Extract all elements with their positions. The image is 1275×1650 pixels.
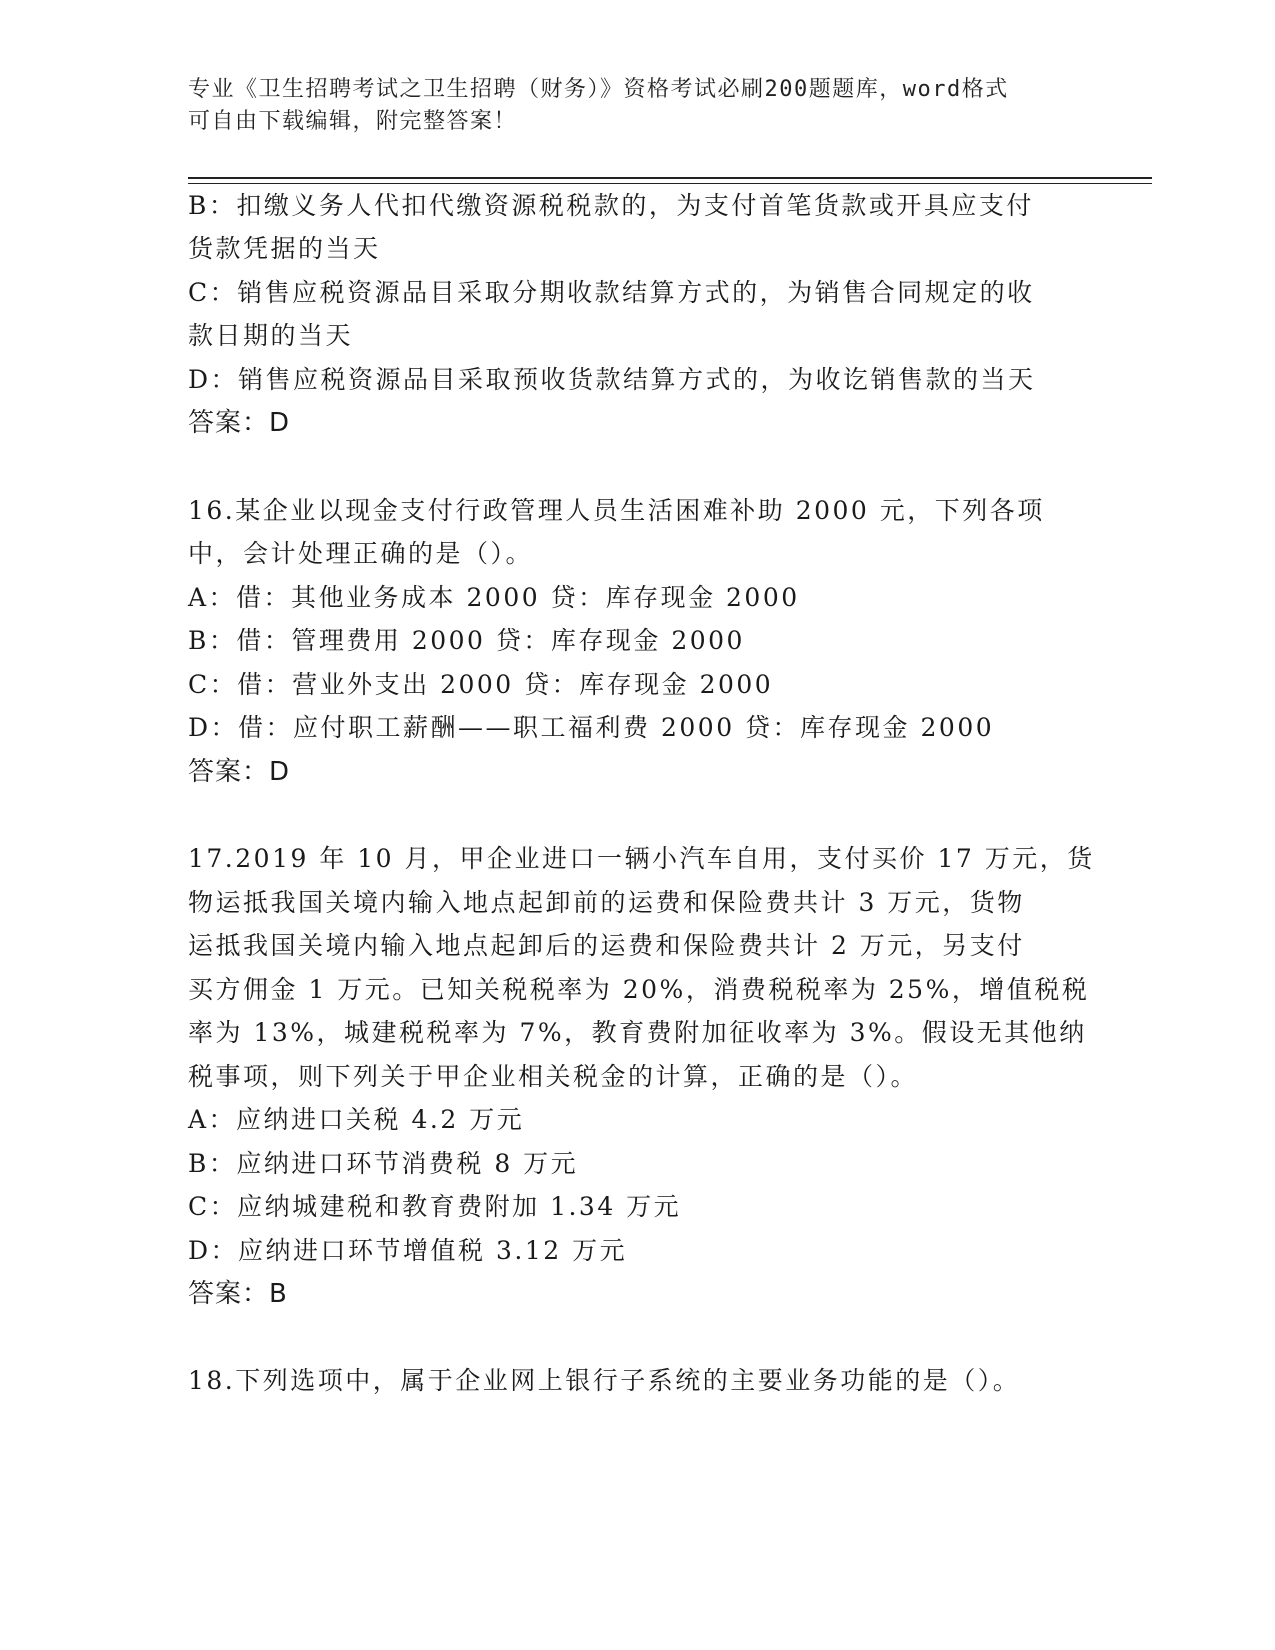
q17-stem-line-2: 物运抵我国关境内输入地点起卸前的运费和保险费共计 3 万元，货物 [188, 888, 1025, 917]
q16-answer: 答案：D [188, 757, 291, 787]
page-header [188, 74, 1058, 138]
q15-option-c-line-1: C：销售应税资源品目采取分期收款结算方式的，为销售合同规定的收 [188, 278, 1035, 307]
header-title-line-1: 专业《卫生招聘考试之卫生招聘（财务）》资格考试必刷200题题库，word格式 [188, 77, 1009, 102]
q15-option-c-line-2: 款日期的当天 [188, 321, 354, 350]
q18-stem: 18.下列选项中，属于企业网上银行子系统的主要业务功能的是（）。 [188, 1366, 1021, 1395]
q17-answer: 答案：B [188, 1279, 288, 1309]
q17-stem-line-1: 17.2019 年 10 月，甲企业进口一辆小汽车自用，支付买价 17 万元，货 [188, 844, 1095, 873]
q17-stem-line-3: 运抵我国关境内输入地点起卸后的运费和保险费共计 2 万元，另支付 [188, 931, 1025, 960]
q15-option-b-line-2: 货款凭据的当天 [188, 234, 381, 263]
q17-stem-line-5: 率为 13%，城建税税率为 7%，教育费附加征收率为 3%。假设无其他纳 [188, 1018, 1087, 1047]
q15-option-d: D：销售应税资源品目采取预收货款结算方式的，为收讫销售款的当天 [188, 365, 1036, 394]
q16-option-d: D：借：应付职工薪酬——职工福利费 2000 贷：库存现金 2000 [188, 713, 995, 742]
q15-answer: 答案：D [188, 408, 291, 438]
q16-option-a: A：借：其他业务成本 2000 贷：库存现金 2000 [188, 583, 800, 612]
q17-option-b: B：应纳进口环节消费税 8 万元 [188, 1149, 579, 1178]
q15-option-b-line-1: B：扣缴义务人代扣代缴资源税税款的，为支付首笔货款或开具应支付 [188, 191, 1034, 220]
q16-option-b: B：借：管理费用 2000 贷：库存现金 2000 [188, 626, 745, 655]
q17-option-c: C：应纳城建税和教育费附加 1.34 万元 [188, 1192, 682, 1221]
q16-option-c: C：借：营业外支出 2000 贷：库存现金 2000 [188, 670, 774, 699]
q17-option-a: A：应纳进口关税 4.2 万元 [188, 1105, 525, 1134]
q16-stem-line-2: 中，会计处理正确的是（）。 [188, 539, 534, 568]
q17-stem-line-4: 买方佣金 1 万元。已知关税税率为 20%，消费税税率为 25%，增值税税 [188, 975, 1090, 1004]
q16-stem-line-1: 16.某企业以现金支付行政管理人员生活困难补助 2000 元，下列各项 [188, 496, 1045, 525]
q17-stem-line-6: 税事项，则下列关于甲企业相关税金的计算，正确的是（）。 [188, 1062, 919, 1091]
q17-option-d: D：应纳进口环节增值税 3.12 万元 [188, 1236, 628, 1265]
header-divider-thick [188, 177, 1152, 179]
header-title-line-2: 可自由下载编辑，附完整答案！ [188, 109, 518, 134]
